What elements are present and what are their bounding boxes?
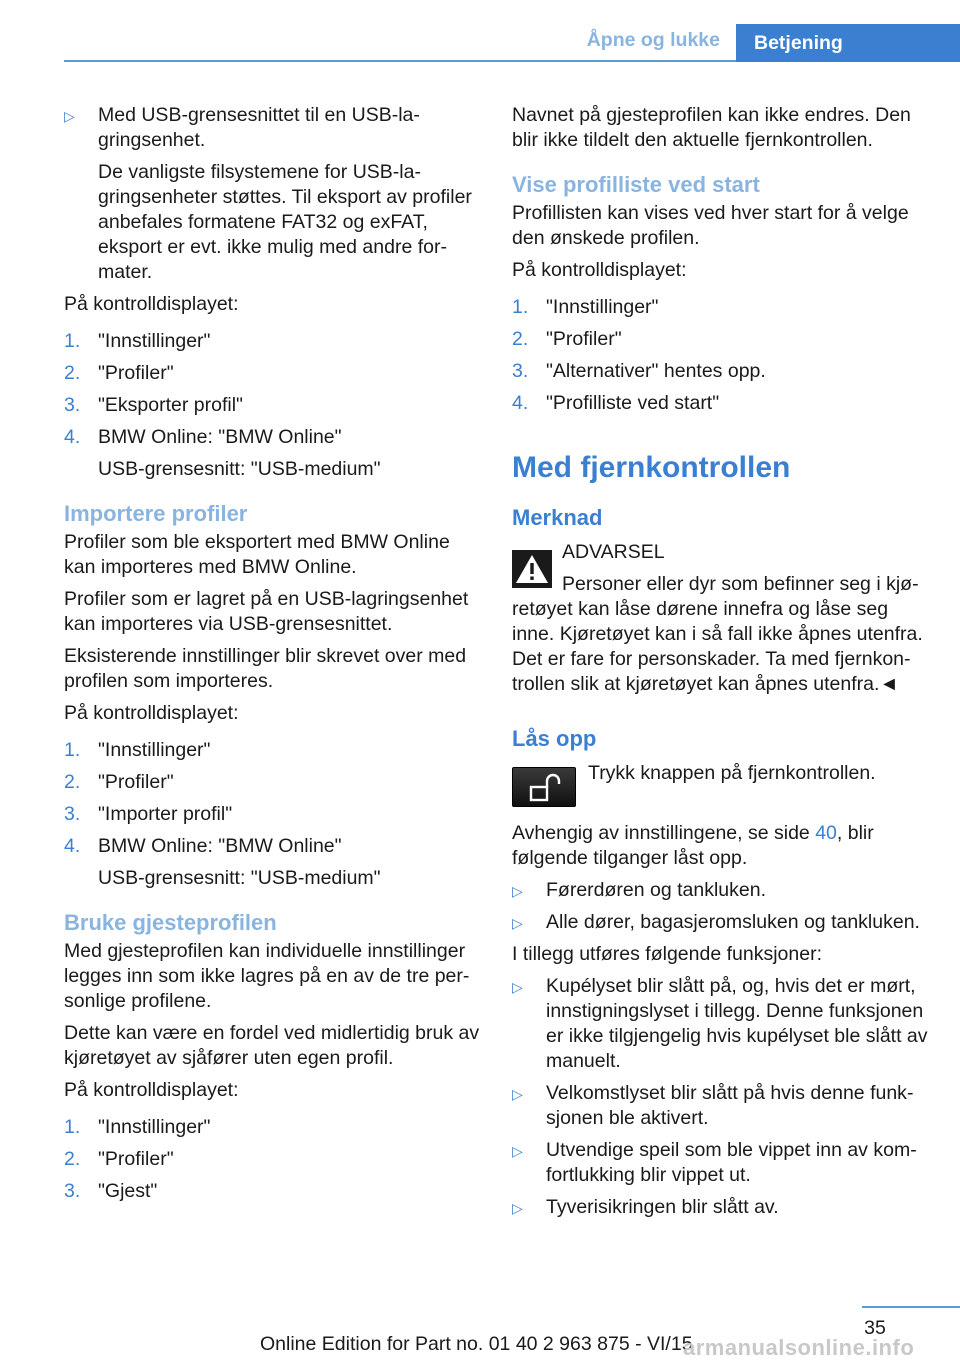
on-display-label: På kontrolldisplayet: [64,702,239,724]
list-item [64,393,484,418]
list-item [64,329,484,354]
extra-item-text: Velkomstlyset blir slått på hvis denne funksjonen ble aktivert. [546,1082,914,1129]
bullet-triangle-icon: ▷ [512,1143,523,1159]
extra-item [512,1195,932,1220]
guest-heading: Bruke gjesteprofilen [64,910,277,935]
step-number: 3. [64,394,81,416]
step-text: "Importer profil" [98,803,233,825]
step-text: BMW Online: "BMW Online" [98,426,342,448]
list-item [512,359,932,384]
step-text: "Profiler" [98,1148,174,1170]
step-text: "Alternativer" hentes opp. [546,360,766,382]
step-number: 2. [64,1148,81,1170]
step-text: "Profiler" [98,771,174,793]
startlist-heading: Vise profilliste ved start [512,172,760,197]
extra-intro: I tillegg utføres følgende funksjoner: [512,943,822,965]
step-number: 4. [64,835,81,857]
list-item [512,391,932,416]
list-item [64,834,484,891]
step-number: 4. [64,426,81,448]
import-paragraph: Profiler som ble eksportert med BMW Online kan importeres med BMW Online. [64,531,450,578]
import-steps-list [64,738,484,891]
unlock-key-icon [512,767,576,807]
startlist-steps-list [512,295,932,416]
bullet-triangle-icon: ▷ [64,108,75,124]
watermark: armanualsonline.info [683,1335,915,1360]
extra-item [512,1081,932,1131]
export-steps-list [64,329,484,482]
step-number: 1. [64,1116,81,1138]
remote-heading: Med fjernkontrollen [512,451,791,484]
step-text: "Innstillinger" [98,739,211,761]
unlock-heading: Lås opp [512,726,597,751]
extra-item-text: Utvendige speil som ble vippet inn av komfortlukking blir vippet ut. [546,1139,917,1186]
bullet-triangle-icon: ▷ [512,1086,523,1102]
left-column [64,103,484,1214]
access-item-text: Alle dører, bagasjeromsluken og tankluken. [546,911,920,933]
page-number: 35 [864,1317,886,1339]
bullet-triangle-icon: ▷ [512,915,523,931]
step-number: 3. [64,1180,81,1202]
list-item [64,770,484,795]
bullet-triangle-icon: ▷ [512,1200,523,1216]
step-number: 1. [64,739,81,761]
warning-title: ADVARSEL [562,541,665,563]
step-number: 2. [64,362,81,384]
extra-item [512,1138,932,1188]
header-section-title: Åpne og lukke [586,29,720,51]
usb-bullet-text: Med USB-grensesnittet til en USB-lagringsenhet. [98,104,420,151]
access-item-text: Førerdøren og tankluken. [546,879,767,901]
note-heading: Merknad [512,505,603,530]
list-item [64,738,484,763]
right-column [512,103,932,1227]
access-item [512,878,932,903]
depend-text: Avhengig av innstillingene, se side [512,822,816,844]
header-chapter-tab: Betjening [736,24,960,62]
step-text: "Innstillinger" [98,1116,211,1138]
step-text: "Profiler" [98,362,174,384]
unlock-text: Trykk knappen på fjernkontrollen. [588,762,876,784]
startlist-paragraph: Profillisten kan vises ved hver start for å velge den ønskede profilen. [512,202,909,249]
list-item [64,361,484,386]
step-text: "Innstillinger" [546,296,659,318]
usb-detail: De vanligste filsystemene for USB-lagringsenheter støttes. Til eksport av profiler anbefales formatene FAT32 og exFAT, eksport er evt. ikke mulig med andre formater. [98,161,472,283]
list-item [64,1115,484,1140]
list-item [512,327,932,352]
guest-steps-list [64,1115,484,1204]
footer-rule [862,1306,960,1308]
usb-bullet [64,103,484,153]
page-link[interactable]: 40 [815,822,837,844]
list-item [64,1179,484,1204]
list-item [64,802,484,827]
list-item [64,425,484,482]
page-header [64,0,960,62]
warning-block [512,540,932,697]
depend-text: , blir følgende tilganger låst opp. [512,822,874,869]
guest-paragraph: Med gjesteprofilen kan individuelle innstillinger legges inn som ikke lagres på en av de tre personlige profilene. [64,940,470,1012]
step-number: 4. [512,392,529,414]
depend-paragraph [512,821,932,871]
warning-triangle-icon [512,550,552,588]
import-heading: Importere profiler [64,501,248,526]
list-item [64,1147,484,1172]
access-item [512,910,932,935]
step-text: "Innstillinger" [98,330,211,352]
guest-paragraph: Dette kan være en fordel ved midlertidig bruk av kjøretøyet av sjåfører uten egen profil. [64,1022,480,1069]
step-text: BMW Online: "BMW Online" [98,835,342,857]
step-text: "Profilliste ved start" [546,392,720,414]
step-text: "Profiler" [546,328,622,350]
step-number: 3. [64,803,81,825]
on-display-label: På kontrolldisplayet: [512,259,687,281]
import-paragraph: Profiler som er lagret på en USB-lagringsenhet kan importeres via USB-grensesnittet. [64,588,469,635]
step-number: 2. [512,328,529,350]
step-number: 1. [512,296,529,318]
step-text: "Gjest" [98,1180,158,1202]
footer-edition: Online Edition for Part no. 01 40 2 963 875 - VI/15 [260,1333,693,1355]
list-item [512,295,932,320]
import-paragraph: Eksisterende innstillinger blir skrevet over med profilen som importeres. [64,645,467,692]
step-number: 1. [64,330,81,352]
step-continuation: USB-grensesnitt: "USB-medium" [98,867,381,889]
extra-item-text: Kupélyset blir slått på, og, hvis det er mørt, innstigningslyset i tillegg. Denne funksjonen er ikke tilgjengelig hvis kupélyset ble slått av manuelt. [546,975,928,1072]
step-number: 2. [64,771,81,793]
step-continuation: USB-grensesnitt: "USB-medium" [98,458,381,480]
on-display-label: På kontrolldisplayet: [64,293,239,315]
extra-item-text: Tyverisikringen blir slått av. [546,1196,779,1218]
extra-item [512,974,932,1074]
bullet-triangle-icon: ▷ [512,883,523,899]
on-display-label: På kontrolldisplayet: [64,1079,239,1101]
step-number: 3. [512,360,529,382]
warning-text: Personer eller dyr som befinner seg i kjøretøyet kan låse dørene innefra og låse seg inne. Kjøretøyet kan i så fall ikke åpnes utenfra. Det er fare for personskader. Ta med fjernkontrollen slik at kjøretøyet kan åpnes utenfra.◄ [512,573,923,695]
guest-note: Navnet på gjesteprofilen kan ikke endres. Den blir ikke tildelt den aktuelle fjernkontrollen. [512,104,911,151]
step-text: "Eksporter profil" [98,394,243,416]
unlock-block [512,761,932,821]
bullet-triangle-icon: ▷ [512,979,523,995]
